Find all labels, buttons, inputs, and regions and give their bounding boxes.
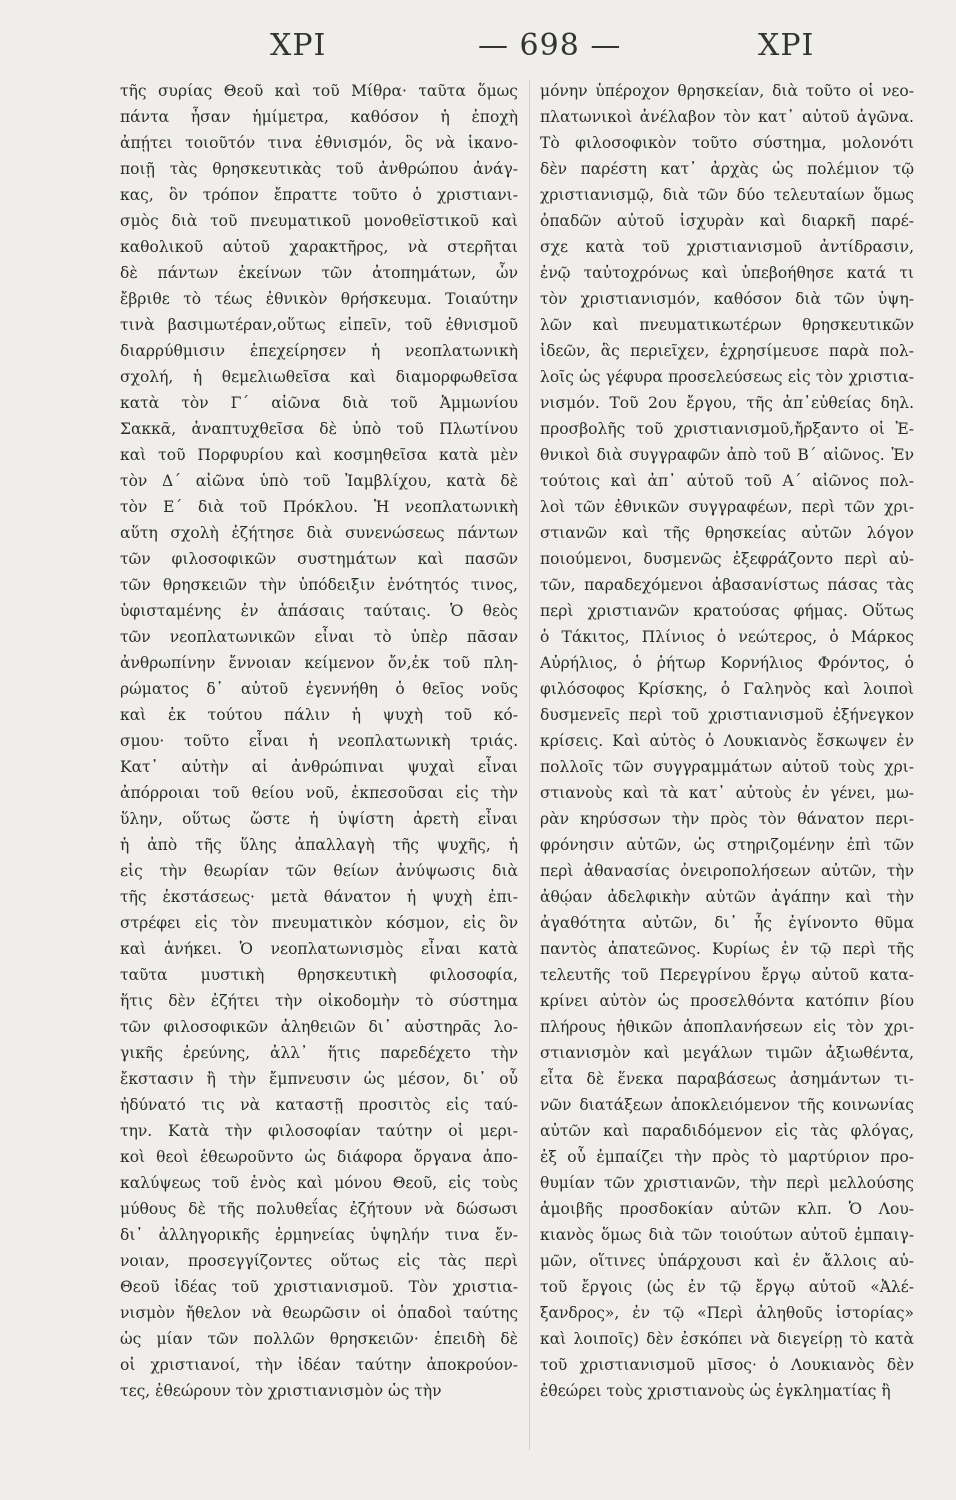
text-line: τὸν χριστιανισμόν, καθόσον διὰ τῶν ὑψη- <box>540 290 914 308</box>
text-line: πλήρους ἠθικῶν ἀποπλανήσεων εἰς τὸν χρι- <box>540 1018 914 1036</box>
text-line: ἠδύνατό τις νὰ καταστῇ προσιτὸς εἰς ταύ- <box>120 1096 518 1114</box>
page-number: — 698 — <box>478 28 622 63</box>
text-line: φιλόσοφος Κρίσκης, ὁ Γαληνὸς καὶ λοιποὶ <box>540 680 914 698</box>
text-line: λοῖς ὡς γέφυρα προσελεύσεως εἰς τὸν χριστια- <box>540 368 914 386</box>
text-line: διαρρύθμισιν ἐπεχείρησεν ἡ νεοπλατωνικὴ <box>120 342 518 360</box>
text-line: αὐτῶν καὶ παραδιδόμενον εἰς τὰς φλόγας, <box>540 1122 914 1140</box>
text-line: οἱ χριστιανοί, τὴν ἰδέαν ταύτην ἀποκρούον- <box>120 1356 518 1374</box>
text-line: μῶν, οἵτινες ὑπάρχουσι καὶ ἐν ἄλλοις αὐ- <box>540 1252 914 1270</box>
text-line: καὶ ἐκ τούτου πάλιν ἡ ψυχὴ τοῦ κό- <box>120 706 518 724</box>
text-line: τες, ἐθεώρουν τὸν χριστιανισμὸν ὡς τὴν <box>120 1382 442 1400</box>
text-line: καθολικοῦ αὐτοῦ χαρακτῆρος, νὰ στερῆται <box>120 238 518 256</box>
text-line: Κατ᾽ αὐτὴν αἱ ἀνθρώπιναι ψυχαὶ εἶναι <box>120 758 518 776</box>
text-line: δι᾽ ἀλληγορικῆς ἑρμηνείας ὑψηλήν τινα ἔν- <box>120 1226 518 1244</box>
text-line: τινὰ βασιμωτέραν,οὕτως εἰπεῖν, τοῦ ἐθνισμοῦ <box>120 316 518 334</box>
text-line: ἐθεώρει τοὺς χριστιανοὺς ὡς ἐγκληματίας ἢ <box>540 1382 891 1400</box>
text-line: κατὰ τὸν Γ΄ αἰῶνα διὰ τοῦ Ἀμμωνίου <box>120 394 518 412</box>
text-line: ἀνθρωπίνην ἔννοιαν κείμενον ὄν,ἐκ τοῦ πλη- <box>120 654 518 672</box>
column-divider <box>529 80 530 1450</box>
text-line: παντὸς ἀπατεῶνος. Κυρίως ἐν τῷ περὶ τῆς <box>540 940 914 958</box>
text-line: ὑφισταμένης ἐν ἁπάσαις ταύταις. Ὁ θεὸς <box>120 602 518 620</box>
text-line: Αὐρήλιος, ὁ ῥήτωρ Κορνήλιος Φρόντος, ὁ <box>540 654 914 672</box>
text-line: τῆς ἐκστάσεως· μετὰ θάνατον ἡ ψυχὴ ἐπι- <box>120 888 518 906</box>
text-line: ποιούμενοι, δυσμενῶς ἐξεφράζοντο περὶ αὐ- <box>540 550 914 568</box>
text-line: σχολή, ἡ θεμελιωθεῖσα καὶ διαμορφωθεῖσα <box>120 368 518 386</box>
text-line: Τὸ φιλοσοφικὸν τοῦτο σύστημα, μολονότι <box>540 134 914 152</box>
text-line: ἔκστασιν ἢ τὴν ἔμπνευσιν ὡς μέσον, δι᾽ οὗ <box>120 1070 518 1088</box>
text-line: ὕλην, οὕτως ὥστε ἡ ὑψίστη ἀρετὴ εἶναι <box>120 810 518 828</box>
text-line: τῆς συρίας Θεοῦ καὶ τοῦ Μίθρα· ταῦτα ὅμως <box>120 82 518 100</box>
text-line: Σακκᾶ, ἀναπτυχθεῖσα δὲ ὑπὸ τοῦ Πλωτίνου <box>120 420 518 438</box>
right-column <box>540 78 914 1404</box>
text-line: τούτοις καὶ ἀπ᾽ αὐτοῦ τοῦ Α΄ αἰῶνος πολ- <box>540 472 914 490</box>
text-line: θυμίαν τῶν χριστιανῶν, τὴν περὶ μελλούσης <box>540 1174 914 1192</box>
text-line: καὶ ἀνήκει. Ὁ νεοπλατωνισμὸς εἶναι κατὰ <box>120 940 518 958</box>
text-line: εἶτα δὲ ἕνεκα παραβάσεως ἀσημάντων τι- <box>540 1070 914 1088</box>
text-line: σμὸς διὰ τοῦ πνευματικοῦ μονοθεϊστικοῦ καὶ <box>120 212 518 230</box>
text-line: ρώματος δ᾽ αὐτοῦ ἐγεννήθη ὁ θεῖος νοῦς <box>120 680 518 698</box>
text-line: ἔβριθε τὸ τέως ἐθνικὸν θρήσκευμα. Τοιαύτην <box>120 290 518 308</box>
text-line: ὁ Τάκιτος, Πλίνιος ὁ νεώτερος, ὁ Μάρκος <box>540 628 914 646</box>
text-line: τὸν Δ΄ αἰῶνα ὑπὸ τοῦ Ἰαμβλίχου, κατὰ δὲ <box>120 472 518 490</box>
text-line: τῶν νεοπλατωνικῶν εἶναι τὸ ὑπὲρ πᾶσαν <box>120 628 518 646</box>
text-line: ἀπῄτει τοιοῦτόν τινα ἐθνισμόν, ὃς νὰ ἱκανο- <box>120 134 518 152</box>
text-line: ἐνῷ ταὐτοχρόνως καὶ ὑπεβοήθησε κατά τι <box>540 264 914 282</box>
text-line: κας, ὃν τρόπον ἔπραττε τοῦτο ὁ χριστιανι- <box>120 186 518 204</box>
text-line: ἡ ἀπὸ τῆς ὕλης ἀπαλλαγὴ τῆς ψυχῆς, ἡ <box>120 836 518 854</box>
text-line: δυσμενεῖς περὶ τοῦ χριστιανισμοῦ ἐξήνεγκον <box>540 706 914 724</box>
text-line: κρίνει αὐτὸν ὡς προσελθόντα κατόπιν βίου <box>540 992 914 1010</box>
text-line: καλύψεως τοῦ ἑνὸς καὶ μόνου Θεοῦ, εἰς τοὺς <box>120 1174 518 1192</box>
text-line: στιανοὺς καὶ τὰ κατ᾽ αὐτοὺς ἐν γένει, μω- <box>540 784 914 802</box>
text-line: φρόνησιν αὐτῶν, ὡς στηριζομένην ἐπὶ τῶν <box>540 836 914 854</box>
text-line: χριστιανισμῷ, διὰ τῶν δύο τελευταίων ὅμως <box>540 186 914 204</box>
text-line: κιανὸς ὅμως διὰ τῶν τοιούτων αὐτοῦ ἐμπαιγ- <box>540 1226 914 1244</box>
text-line: σμου· τοῦτο εἶναι ἡ νεοπλατωνικὴ τριάς. <box>120 732 518 750</box>
text-line: πάντα ἦσαν ἡμίμετρα, καθόσον ἡ ἐποχὴ <box>120 108 518 126</box>
text-line: εἰς τὴν θεωρίαν τῶν θείων ἀνύψωσις διὰ <box>120 862 518 880</box>
text-line: περὶ χριστιανῶν κρατούσας φήμας. Οὕτως <box>540 602 914 620</box>
text-line: ἰδεῶν, ἃς περιεῖχεν, ἐχρησίμευσε παρὰ πολ- <box>540 342 914 360</box>
text-line: ρὰν κηρύσσων τὴν πρὸς τὸν θάνατον περι- <box>540 810 914 828</box>
text-line: νισμὸν ἤθελον νὰ θεωρῶσιν οἱ ὀπαδοὶ ταύτης <box>120 1304 518 1322</box>
text-line: τῶν φιλοσοφικῶν συστημάτων καὶ πασῶν <box>120 550 518 568</box>
text-line: ταῦτα μυστικὴ θρησκευτικὴ φιλοσοφία, <box>120 966 518 984</box>
text-line: κρίσεις. Καὶ αὐτὸς ὁ Λουκιανὸς ἔσκωψεν ἐν <box>540 732 914 750</box>
header-left-keyword: ΧΡΙ <box>270 28 327 63</box>
text-line: καὶ λοιποῖς) δὲν ἐσκόπει νὰ διεγείρῃ τὸ κατὰ <box>540 1330 914 1348</box>
text-line: ἐξ οὗ ἐμπαίζει τὴν πρὸς τὸ μαρτύριον προ- <box>540 1148 914 1166</box>
text-line: ὡς μίαν τῶν πολλῶν θρησκειῶν· ἐπειδὴ δὲ <box>120 1330 518 1348</box>
text-line: ἀμοιβῆς προσδοκίαν αὐτῶν κλπ. Ὁ Λου- <box>540 1200 914 1218</box>
text-line: στρέφει εἰς τὸν πνευματικὸν κόσμον, εἰς ὃν <box>120 914 518 932</box>
text-line: κοὶ θεοὶ ἐθεωροῦντο ὡς διάφορα ὄργανα ἀπο- <box>120 1148 518 1166</box>
text-line: ξανδρος», ἐν τῷ «Περὶ ἀληθοῦς ἱστορίας» <box>540 1304 914 1322</box>
text-line: γικῆς ἐρεύνης, ἀλλ᾽ ἥτις παρεδέχετο τὴν <box>120 1044 518 1062</box>
text-line: τοῦ χριστιανισμοῦ μῖσος· ὁ Λουκιανὸς δὲν <box>540 1356 914 1374</box>
text-line: περὶ ἀθανασίας ὀνειροπολήσεων αὐτῶν, τὴν <box>540 862 914 880</box>
text-line: τελευτῆς τοῦ Περεγρίνου ἔργῳ αὐτοῦ κατα- <box>540 966 914 984</box>
text-line: λῶν καὶ πνευματικωτέρων θρησκευτικῶν <box>540 316 914 334</box>
text-line: καὶ τοῦ Πορφυρίου καὶ κοσμηθεῖσα κατὰ μὲν <box>120 446 518 464</box>
running-header <box>0 28 956 78</box>
text-line: νῶν διατάξεων ἀποκλειόμενον τῆς κοινωνίας <box>540 1096 914 1114</box>
text-line: μόνην ὑπέροχον θρησκείαν, διὰ τοῦτο οἱ νεο- <box>540 82 914 100</box>
text-line: πολλοῖς τῶν συγγραμμάτων αὐτοῦ τοὺς χρι- <box>540 758 914 776</box>
text-line: στιανισμὸν καὶ μεγάλων τιμῶν ἀξιωθέντα, <box>540 1044 914 1062</box>
text-line: ὀπαδῶν αὐτοῦ ἰσχυρὰν καὶ διαρκῆ παρέ- <box>540 212 914 230</box>
text-line: τῶν θρησκειῶν τὴν ὑπόδειξιν ἑνότητός τινος, <box>120 576 518 594</box>
text-line: την. Κατὰ τὴν φιλοσοφίαν ταύτην οἱ μερι- <box>120 1122 518 1140</box>
text-line: νισμόν. Τοῦ 2ου ἔργου, τῆς ἀπ᾽εὐθείας δηλ. <box>540 394 914 412</box>
text-line: ἀγαθότητα αὐτῶν, δι᾽ ἧς ἐγίνοντο θῦμα <box>540 914 914 932</box>
text-line: τὸν Ε΄ διὰ τοῦ Πρόκλου. Ἡ νεοπλατωνικὴ <box>120 498 518 516</box>
text-line: στιανῶν καὶ τῆς θρησκείας αὐτῶν λόγον <box>540 524 914 542</box>
text-line: ἀθῴαν ἀδελφικὴν αὐτῶν ἀγάπην καὶ τὴν <box>540 888 914 906</box>
text-line: τῶν, παραδεχόμενοι ἀβασανίστως πάσας τὰς <box>540 576 914 594</box>
header-right-keyword: ΧΡΙ <box>758 28 815 63</box>
left-column <box>120 78 518 1404</box>
text-line: δὲν παρέστη κατ᾽ ἀρχὰς ὡς πολέμιον τῷ <box>540 160 914 178</box>
text-line: πλατωνικοὶ ἀνέλαβον τὸν κατ᾽ αὐτοῦ ἀγῶνα. <box>540 108 914 126</box>
text-line: δὲ πάντων ἐκείνων τῶν ἀτοπημάτων, ὧν <box>120 264 518 282</box>
text-line: τῶν φιλοσοφικῶν ἀληθειῶν δι᾽ αὐστηρᾶς λο- <box>120 1018 518 1036</box>
text-line: Θεοῦ ἰδέας τοῦ χριστιανισμοῦ. Τὸν χριστια- <box>120 1278 518 1296</box>
text-line: προσβολῆς τοῦ χριστιανισμοῦ,ἤρξαντο οἱ Ἐ- <box>540 420 914 438</box>
text-line: αὕτη σχολὴ ἐζήτησε διὰ συνενώσεως πάντων <box>120 524 518 542</box>
text-line: ποιῇ τὰς θρησκευτικὰς τοῦ ἀνθρώπου ἀνάγ- <box>120 160 518 178</box>
text-line: νοιαν, προσεγγίζοντες οὕτως εἰς τὰς περὶ <box>120 1252 518 1270</box>
text-line: μύθους δὲ τῆς πολυθεΐας ἐζήτουν νὰ δώσωσι <box>120 1200 518 1218</box>
text-line: θνικοὶ διὰ συγγραφῶν ἀπὸ τοῦ Β΄ αἰῶνος. Ἐν <box>540 446 914 464</box>
text-line: ἀπόρροιαι τοῦ θείου νοῦ, ἐκπεσοῦσαι εἰς τὴν <box>120 784 518 802</box>
text-line: ἥτις δὲν ἐζήτει τὴν οἰκοδομὴν τὸ σύστημα <box>120 992 518 1010</box>
text-line: λοὶ τῶν ἐθνικῶν συγγραφέων, περὶ τῶν χρι- <box>540 498 914 516</box>
text-line: τοῦ ἔργοις (ὡς ἐν τῷ ἔργῳ αὐτοῦ «Ἀλέ- <box>540 1278 914 1296</box>
text-line: σχε κατὰ τοῦ χριστιανισμοῦ ἀντίδρασιν, <box>540 238 914 256</box>
